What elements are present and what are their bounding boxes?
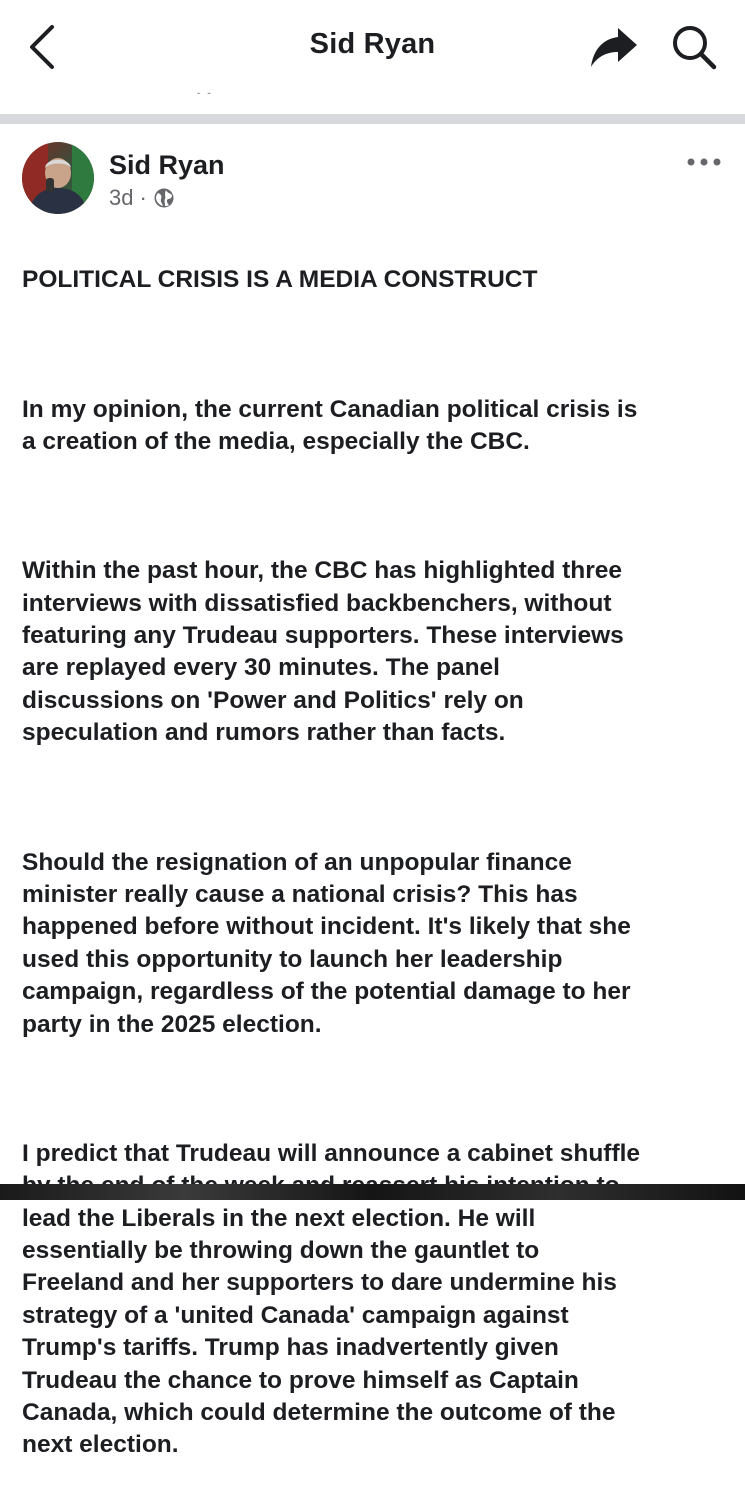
profile-photo-icon <box>22 142 94 214</box>
top-bar <box>0 0 745 92</box>
post-timestamp[interactable]: 3d <box>109 185 134 210</box>
share-arrow-icon <box>588 24 640 70</box>
post-paragraph: I predict that Trudeau will announce a cabinet shuffle lead the Liberals in the next election. He will essentially be throwing down the gauntlet to Freeland and her supporters to dare undermine his strategy of a 'united Canada' campaign against Trump's tariffs. Trump has inadvertently given Trudeau the chance to prove himself as Captain Canada, which could determine the outcome of the next election. <box>22 1139 641 1459</box>
globe-icon <box>153 187 175 209</box>
post-headline: POLITICAL CRISIS IS A MEDIA CONSTRUCT <box>22 266 538 294</box>
feed-divider <box>0 114 745 124</box>
more-options-button[interactable] <box>686 154 722 170</box>
search-icon <box>670 24 718 70</box>
share-button[interactable] <box>588 24 640 70</box>
next-post-media-edge <box>0 1184 745 1200</box>
post-author-name[interactable]: Sid Ryan <box>109 150 225 180</box>
post-paragraph: Within the past hour, the CBC has highlighted three interviews with dissatisfied backbenchers, without featuring any Trudeau supporters. These interviews are replayed every 30 minutes. The panel discussions on 'Power and Politics' rely on speculation and rumors rather than facts. <box>22 557 624 747</box>
scrolled-content-peek <box>0 84 745 94</box>
post-meta <box>109 185 175 211</box>
page-title: Sid Ryan <box>309 28 436 60</box>
post-paragraph: Should the resignation of an unpopular finance minister really cause a national crisis? This has happened before without incident. It's likely that she used this opportunity to launch her leadership campaign, regardless of the potential damage to her party in the 2025 election. <box>22 848 631 1038</box>
post-card <box>0 124 745 1459</box>
post-paragraph: In my opinion, the current Canadian political crisis is a creation of the media, especially the CBC. <box>22 395 638 456</box>
meta-separator: · <box>139 185 147 210</box>
post-text <box>22 232 732 1494</box>
avatar[interactable] <box>22 142 94 214</box>
search-button[interactable] <box>670 24 718 70</box>
more-dots-icon <box>686 154 722 170</box>
